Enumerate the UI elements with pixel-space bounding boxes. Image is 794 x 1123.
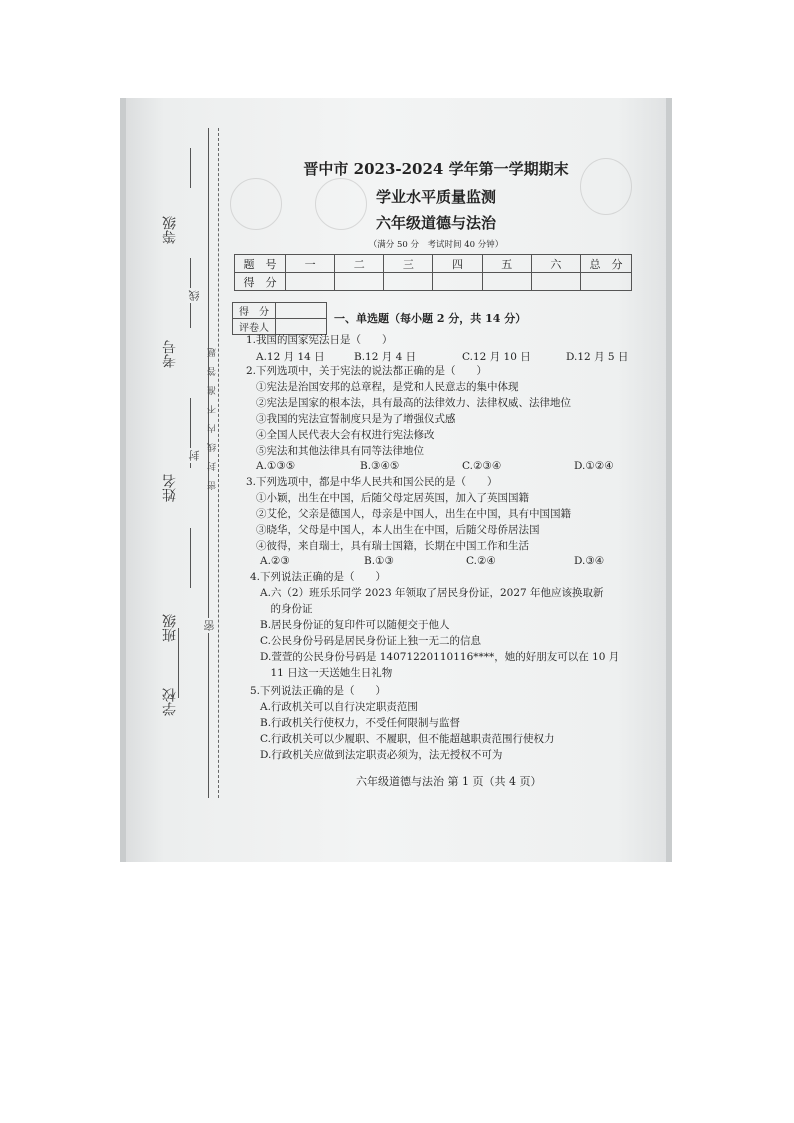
class-label: 班级 — [162, 614, 178, 642]
option-text: C.行政机关可以少履职、不履职，但不能超越职责范围行使权力 — [260, 733, 555, 745]
score-table — [234, 254, 632, 291]
option: D.12 月 5 日 — [566, 351, 629, 363]
score-table-cell: 三 — [384, 255, 433, 273]
statement-item: ④全国人民代表大会有权进行宪法修改 — [256, 429, 435, 441]
score-table-cell: 二 — [335, 255, 384, 273]
score-input-cell[interactable] — [286, 273, 335, 291]
statement-item: ②宪法是国家的根本法，具有最高的法律效力、法律权威、法律地位 — [256, 397, 571, 409]
option-text: B.居民身份证的复印件可以随便交于他人 — [260, 619, 450, 631]
grade-label: 等级 — [162, 216, 178, 244]
exam-title-line1: 晋中市 2023-2024 学年第一学期期末 — [303, 160, 569, 178]
class-fill-line — [190, 528, 191, 588]
option: C.12 月 10 日 — [462, 351, 531, 363]
option-text: A.六（2）班乐乐同学 2023 年领取了居民身份证，2027 年他应该换取新 — [260, 587, 604, 599]
score-input-cell[interactable] — [335, 273, 384, 291]
score-input-cell[interactable] — [384, 273, 433, 291]
statement-item: ①小颖，出生在中国，后随父母定居英国，加入了英国国籍 — [256, 492, 529, 504]
score-table-cell: 六 — [531, 255, 580, 273]
mi-char: 密 — [203, 620, 216, 631]
paper-edge-left — [120, 98, 126, 862]
option: D.①②④ — [574, 460, 614, 472]
option-text: D.萱萱的公民身份号码是 14071220110116****，她的好朋友可以在 10 月 — [260, 651, 620, 663]
score-table-cell: 题 号 — [235, 255, 286, 273]
option-text: 的身份证 — [260, 603, 313, 615]
question-stem: 1.我国的国家宪法日是（ ） — [246, 334, 393, 346]
option-text: C.公民身份号码是居民身份证上独一无二的信息 — [260, 635, 481, 647]
school-label: 学校 — [162, 688, 178, 716]
score-input-cell[interactable] — [531, 273, 580, 291]
score-input-cell[interactable] — [433, 273, 482, 291]
grader-score-label: 得 分 — [233, 303, 276, 319]
score-table-cell: 总 分 — [581, 255, 632, 273]
option: D.③④ — [574, 555, 605, 567]
option-text: 11 日这一天送她生日礼物 — [260, 667, 393, 679]
score-table-header-row — [235, 255, 632, 273]
statement-item: ⑤宪法和其他法律具有同等法律地位 — [256, 445, 424, 457]
option-text: D.行政机关应做到法定职责必须为，法无授权不可为 — [260, 749, 503, 761]
score-table-cell: 得 分 — [235, 273, 286, 291]
seal-char: 封 — [188, 450, 201, 461]
page-footer: 六年级道德与法治 第 1 页（共 4 页） — [356, 775, 542, 788]
score-input-cell[interactable] — [482, 273, 531, 291]
exam-title-subject: 六年级道德与法治 — [375, 214, 496, 232]
section-heading: 一、单选题（每小题 2 分，共 14 分） — [334, 312, 527, 325]
question-stem: 5.下列说法正确的是（ ） — [250, 685, 387, 697]
grader-score-input[interactable] — [276, 303, 327, 319]
option: B.12 月 4 日 — [354, 351, 417, 363]
grader-table — [232, 302, 327, 335]
option: A.②③ — [260, 555, 290, 567]
option: C.②④ — [466, 555, 496, 567]
statement-item: ①宪法是治国安邦的总章程，是党和人民意志的集中体现 — [256, 381, 519, 393]
scanned-exam-photo — [120, 98, 672, 862]
statement-item: ③晓华，父母是中国人，本人出生在中国，后随父母侨居法国 — [256, 524, 540, 536]
exam-no-label: 考号 — [162, 340, 178, 368]
score-table-cell: 四 — [433, 255, 482, 273]
exam-subtitle: （满分 50 分 考试时间 40 分钟） — [368, 240, 504, 250]
question-stem: 3.下列选项中，都是中华人民共和国公民的是（ ） — [246, 476, 498, 488]
option-text: A.行政机关可以自行决定职责范围 — [260, 701, 418, 713]
statement-item: ④彼得，来自瑞士，具有瑞士国籍，长期在中国工作和生活 — [256, 540, 529, 552]
seal-line-char: 线 — [188, 290, 201, 301]
option: B.①③ — [364, 555, 394, 567]
option: A.12 月 14 日 — [256, 351, 325, 363]
name-label: 姓名 — [162, 474, 178, 502]
exam-title-line2: 学业水平质量监测 — [375, 188, 496, 206]
no-answer-warning: 密封线内不准答题 — [208, 338, 218, 490]
option: B.③④⑤ — [360, 460, 400, 472]
option: A.①③⑤ — [256, 460, 296, 472]
option: C.②③④ — [462, 460, 502, 472]
grader-name-label: 评卷人 — [233, 319, 276, 335]
question-stem: 4.下列说法正确的是（ ） — [250, 571, 387, 583]
score-table-cell: 一 — [286, 255, 335, 273]
score-input-cell[interactable] — [581, 273, 632, 291]
option-text: B.行政机关行使权力，不受任何限制与监督 — [260, 717, 461, 729]
statement-item: ②艾伦，父亲是德国人，母亲是中国人，出生在中国，具有中国国籍 — [256, 508, 571, 520]
statement-item: ③我国的宪法宣誓制度只是为了增强仪式感 — [256, 413, 456, 425]
score-table-score-row — [235, 273, 632, 291]
question-stem: 2.下列选项中，关于宪法的说法都正确的是（ ） — [246, 365, 488, 377]
score-table-cell: 五 — [482, 255, 531, 273]
